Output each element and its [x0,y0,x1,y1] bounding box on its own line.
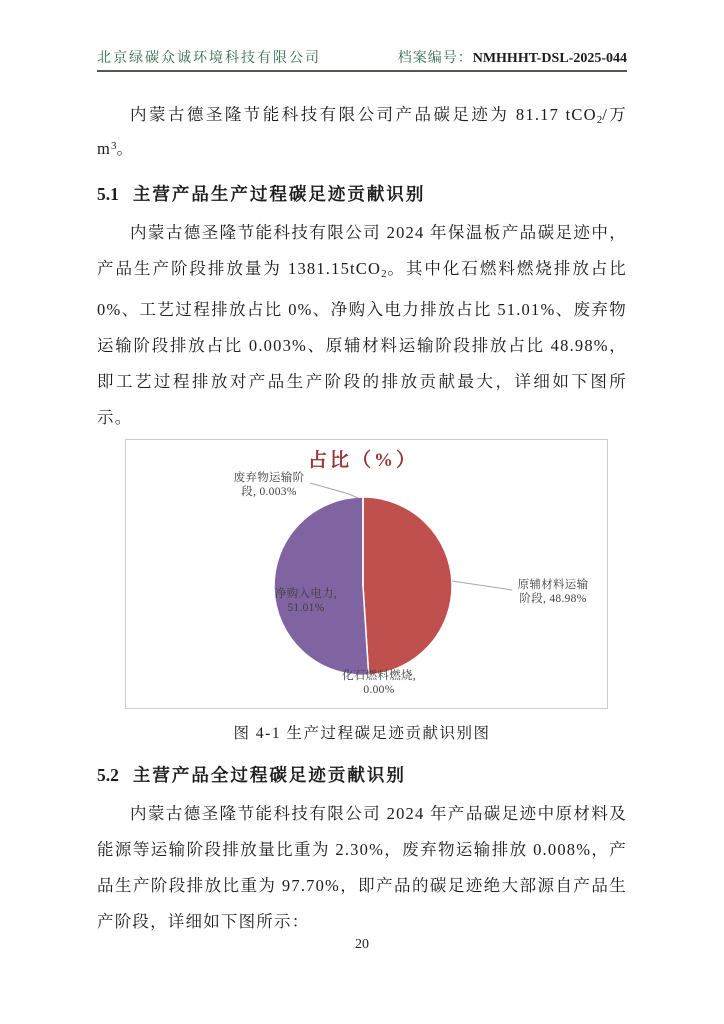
section-5-1-title: 主营产品生产过程碳足迹贡献识别 [132,184,426,204]
section-5-1-text-start: 内蒙古德圣隆节能科技有限公司 2024 年保温板产品碳足迹中，产品生产阶段排放量为 1381.15tCO [97,223,627,278]
pie-label-waste-line2: 段, 0.003% [241,486,297,498]
header-doc-number [398,47,627,67]
pie-label-electricity-line2: 51.01% [287,602,325,614]
co2-subscript: 2 [596,114,603,126]
chart-title: 占比（%） [307,450,418,471]
page-number: 20 [355,937,369,952]
pie-label-electricity-line1: 净购入电力, [274,588,338,600]
pie-chart-figure [125,439,608,709]
intro-text-end: 。 [116,139,135,158]
pie-slices-group [274,497,452,675]
pie-slice-purchased-electricity [274,497,369,675]
leader-line-raw-material [452,581,512,590]
section-5-1-text-end: 。其中化石燃料燃烧排放占比 0%、工艺过程排放占比 0%、净购入电力排放占比 51.01%、废弃物运输阶段排放占比 0.003%、原辅材料运输阶段排放占比 48.98%，即工艺过程排放对产品生产阶段的排放贡献最大，详细如下图所示。 [97,259,627,427]
leader-line-waste-transport [310,483,358,498]
intro-paragraph [97,102,627,162]
section-5-1-heading [97,181,627,206]
doc-number-label: 档案编号： [397,51,473,66]
intro-text-mid: /万 m [97,105,628,158]
pie-label-purchased-electricity [258,587,354,615]
page-header [97,0,627,72]
pie-label-waste-line1: 废弃物运输阶 [233,472,305,484]
intro-text: 内蒙古德圣隆节能科技有限公司产品碳足迹为 81.17 tCO [130,105,597,124]
pie-label-fossil-line1: 化石燃料燃烧, [342,670,416,682]
section-5-2-paragraph: 内蒙古德圣隆节能科技有限公司 2024 年产品碳足迹中原材料及能源等运输阶段排放量比重为 2.30%，废弃物运输排放 0.008%，产品生产阶段排放比重为 97.70%，即产品的碳足迹绝大部源自产品生产阶段，详细如下图所示： [97,804,627,931]
page-content [97,102,627,940]
figure-caption: 图 4-1 生产过程碳足迹贡献识别图 [233,725,491,742]
section-5-1-number: 5.1 [97,184,119,204]
section-5-2-title: 主营产品全过程碳足迹贡献识别 [132,765,406,785]
doc-number-value: NMHHHT-DSL-2025-044 [472,51,627,66]
pie-slice-raw-material-transport [363,497,452,675]
pie-label-fossil-line2: 0.00% [363,684,395,696]
section-5-2-number: 5.2 [97,765,119,785]
header-company-name: 北京绿碳众诚环境科技有限公司 [97,51,321,66]
pie-label-raw-line2: 阶段, 48.98% [519,593,587,605]
m3-superscript: 3 [111,140,117,152]
co2-subscript-2: 2 [381,268,387,280]
pie-label-raw-material [505,578,601,606]
section-5-2-heading [97,762,627,787]
pie-label-raw-line1: 原辅材料运输 [517,579,589,591]
pie-label-fossil-fuel [331,669,427,697]
section-5-1-paragraph [97,215,627,436]
pie-label-waste-transport [221,471,317,499]
